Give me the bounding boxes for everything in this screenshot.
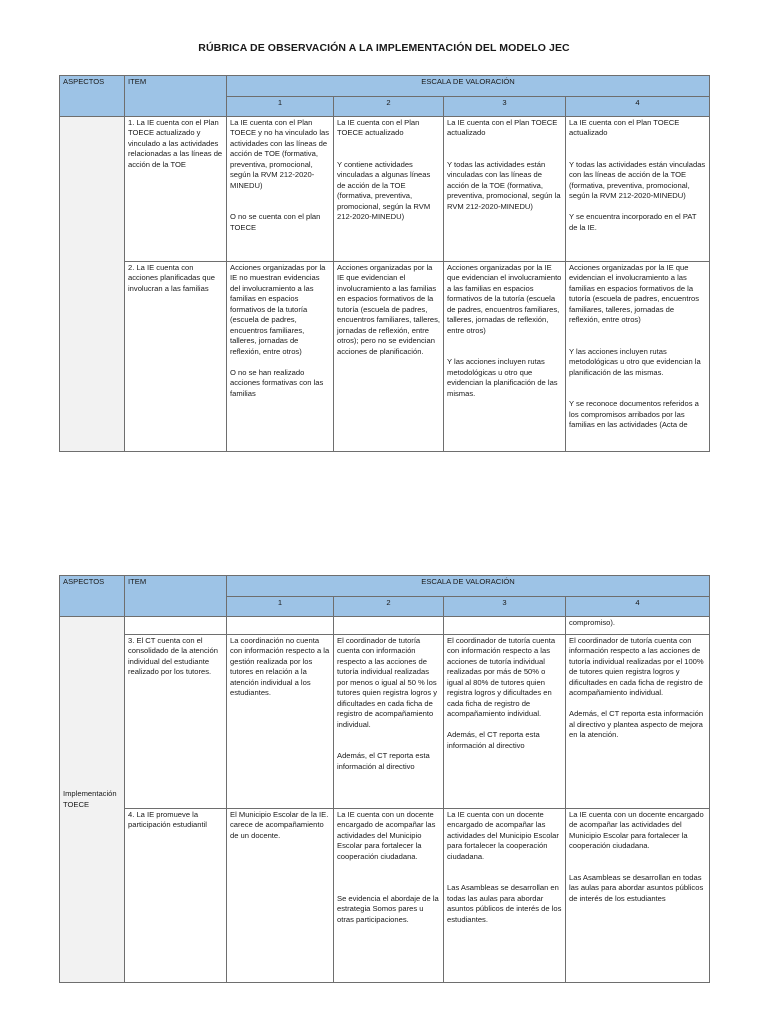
header-level-3: 3 <box>444 597 566 617</box>
rubric-table-2 <box>59 575 710 983</box>
level-cell: Acciones organizadas por la IE que evidencian el involucramiento a las familias en espacios formativos de la tutoría (escuela de padres, encuentros familiares, talleres, jornadas de reflexión, entre otros); pero no se evidencian acciones de planificación. <box>334 262 444 452</box>
level-cell: La IE cuenta con un docente encargado de acompañar las actividades del Municipio Escolar para fortalecer la cooperación ciudadana. Las Asambleas se desarrollan en todas las aulas para abordar asuntos públicos de interés de los estudiantes. <box>444 809 566 983</box>
header-level-2: 2 <box>334 597 444 617</box>
level-cell: La IE cuenta con el Plan TOECE y no ha vinculado las actividades con las líneas de acción de TOE (formativa, preventiva, promocional, según la RVM 212-2020-MINEDU) O no se cuenta con el plan TOECE <box>227 117 334 262</box>
level-cell: Acciones organizadas por la IE no muestran evidencias del involucramiento a las familias en espacios formativos de la tutoría (escuela de padres, encuentros familiares, talleres, jornadas de reflexión, entre otros) O no se han realizado acciones formativas con las familias <box>227 262 334 452</box>
header-level-4: 4 <box>566 597 710 617</box>
level-cell: La IE cuenta con el Plan TOECE actualizado Y todas las actividades están vinculadas con las líneas de acción de la TOE (formativa, preventiva, promocional, según la RVM 212-2020-MINEDU) <box>444 117 566 262</box>
level-cell: El coordinador de tutoría cuenta con información respecto a las acciones de tutoría individual realizadas por menos o igual al 50 % los tutores quien registra logros y dificultades en cada ficha de registro de acompañamiento individual. Además, el CT reporta esta información al directivo <box>334 635 444 809</box>
level-cell: Acciones organizadas por la IE que evidencian el involucramiento a las familias en espacios formativos de la tutoría (escuela de padres, encuentros familiares, talleres, jornadas de reflexión, entre otros) Y las acciones incluyen rutas metodológicas u otro que evidencian la planificación de las mismas. Y se reconoce documentos referidos a los compromisos arribados por las familias en las actividades (Acta de <box>566 262 710 452</box>
level-cell: La IE cuenta con el Plan TOECE actualizado Y contiene actividades vinculadas a algunas líneas de acción de la TOE (formativa, preventiva, promocional, según la RVM 212-2020-MINEDU) <box>334 117 444 262</box>
level-cell: La IE cuenta con un docente encargado de acompañar las actividades del Municipio Escolar para fortalecer la cooperación ciudadana. Las Asambleas se desarrollan en todas las aulas para abordar asuntos públicos de interés de los estudiantes <box>566 809 710 983</box>
level-cell: compromiso). <box>566 617 710 635</box>
item-cell: 2. La IE cuenta con acciones planificadas que involucran a las familias <box>125 262 227 452</box>
header-aspectos: ASPECTOS <box>60 576 125 617</box>
header-level-2: 2 <box>334 97 444 117</box>
header-item: ITEM <box>125 76 227 117</box>
header-aspectos: ASPECTOS <box>60 76 125 117</box>
header-escala: ESCALA DE VALORACIÓN <box>227 76 710 97</box>
level-cell: El coordinador de tutoría cuenta con información respecto a las acciones de tutoría individual realizadas por el 100% de tutores quien registra logros y dificultades en cada ficha de registro de acompañamiento individual. Además, el CT reporta esta información al directivo y plantea aspecto de mejora en la atención. <box>566 635 710 809</box>
header-level-3: 3 <box>444 97 566 117</box>
level-cell: La coordinación no cuenta con información respecto a la gestión realizada por los tutores en relación a la atención individual a los estudiantes. <box>227 635 334 809</box>
table-row <box>60 635 710 809</box>
level-cell: El Municipio Escolar de la IE. carece de acompañamiento de un docente. <box>227 809 334 983</box>
header-escala: ESCALA DE VALORACIÓN <box>227 576 710 597</box>
level-cell: La IE cuenta con un docente encargado de acompañar las actividades del Municipio Escolar para fortalecer la cooperación ciudadana. Se evidencia el abordaje de la estrategia Somos pares u otras participaciones. <box>334 809 444 983</box>
header-item: ITEM <box>125 576 227 617</box>
level-cell <box>334 617 444 635</box>
level-cell: La IE cuenta con el Plan TOECE actualizado Y todas las actividades están vinculadas con las líneas de acción de la TOE (formativa, preventiva, promocional, según la RVM 212-2020-MINEDU) Y se encuentra incorporado en el PAT de la IE. <box>566 117 710 262</box>
level-cell <box>444 617 566 635</box>
item-cell: 1. La IE cuenta con el Plan TOECE actualizado y vinculado a las actividades relacionadas a las líneas de acción de la TOE <box>125 117 227 262</box>
level-cell <box>227 617 334 635</box>
rubric-table-1 <box>59 75 710 452</box>
aspect-cell <box>60 117 125 452</box>
header-level-1: 1 <box>227 597 334 617</box>
table-row <box>60 262 710 452</box>
item-cell: 4. La IE promueve la participación estudiantil <box>125 809 227 983</box>
level-cell: El coordinador de tutoría cuenta con información respecto a las acciones de tutoría individual realizadas por más de 50% o igual al 80% de tutores quien registra logros y dificultades en cada ficha de registro de acompañamiento individual. Además, el CT reporta esta información al directivo <box>444 635 566 809</box>
level-cell: Acciones organizadas por la IE que evidencian el involucramiento a las familias en espacios formativos de la tutoría (escuela de padres, encuentros familiares, talleres, jornadas de reflexión, entre otros) Y las acciones incluyen rutas metodológicas u otro que evidencian la planificación de las mismas. <box>444 262 566 452</box>
item-cell: 3. El CT cuenta con el consolidado de la atención individual del estudiante realizado por los tutores. <box>125 635 227 809</box>
item-cell <box>125 617 227 635</box>
table-row-continuation <box>60 617 710 635</box>
header-level-1: 1 <box>227 97 334 117</box>
header-level-4: 4 <box>566 97 710 117</box>
table-row <box>60 117 710 262</box>
table-row <box>60 809 710 983</box>
aspect-cell: Implementación TOECE <box>60 617 125 983</box>
page-title: RÚBRICA DE OBSERVACIÓN A LA IMPLEMENTACIÓN DEL MODELO JEC <box>198 42 570 54</box>
